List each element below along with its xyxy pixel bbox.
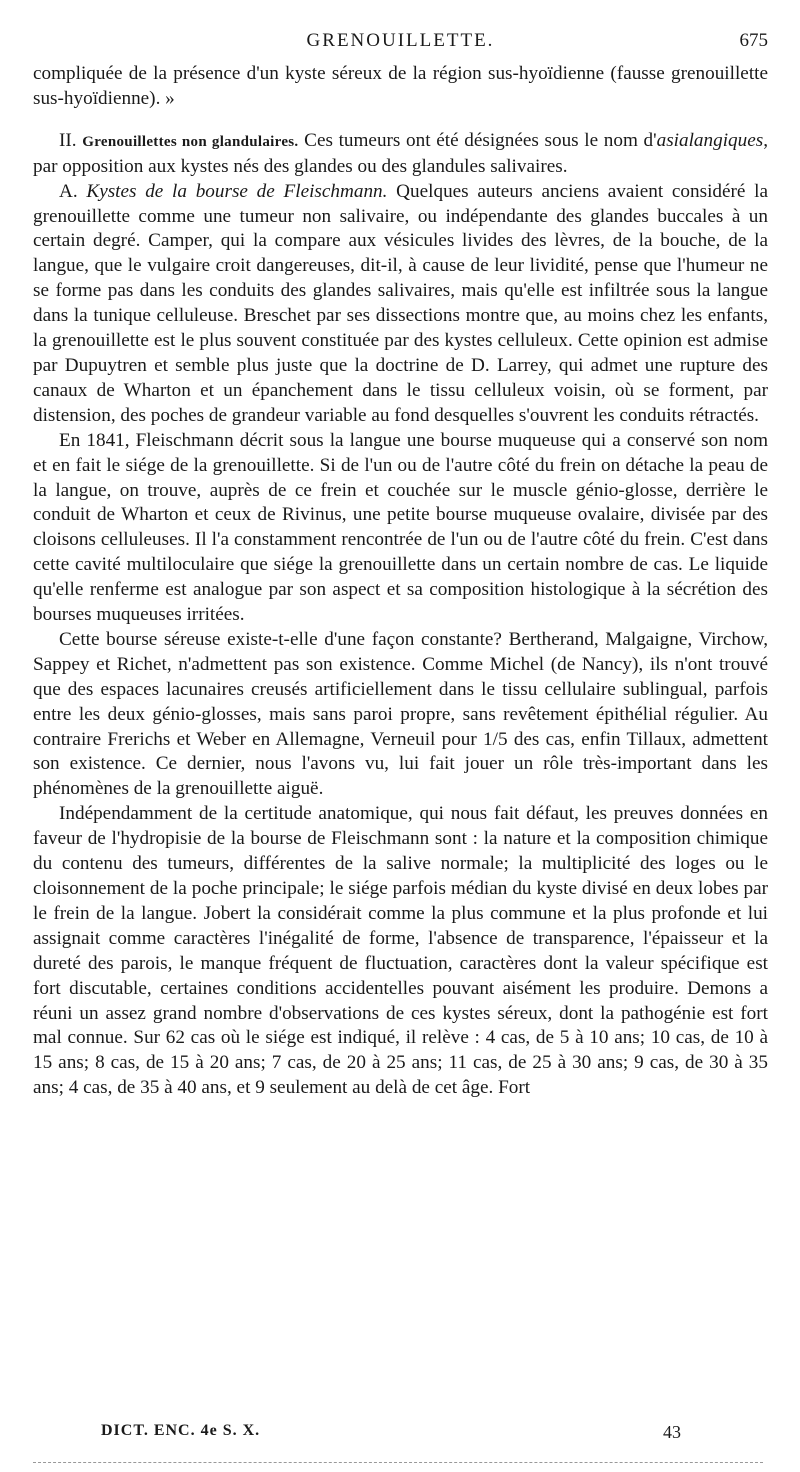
footer: [33, 1422, 768, 1452]
subsection-text: Quelques auteurs anciens avaient considéré la grenouillette comme une tumeur non salivaire, ou indépendante des glandes buccales à un certain degré. Camper, qui la compare aux vésicules livides des lèvres, de la bouche, de la langue, que le vulgaire croit dangereuses, dit-il, à cause de leur lividité, pense que l'humeur ne se forme pas dans les conduits des glandes salivaires, mais qu'elle est infiltrée sous la langue dans la tunique celluleuse. Breschet par ses dissections montre que, au moins chez les enfants, la grenouillette est le plus souvent constituée par des kystes celluleux. Cette opinion est admise par Dupuytren et semble plus juste que la doctrine de D. Larrey, qui admet une rupture des canaux de Wharton et un épanchement dans le tissu celluleux voisin, où se forment, par distension, des poches de grandeur variable au fond desquelles s'ouvrent les conduits rétractés.: [33, 180, 768, 426]
body-text: [33, 62, 768, 1101]
paragraph-evidence: Indépendamment de la certitude anatomique, qui nous fait défaut, les preuves données en faveur de l'hydropisie de la bourse de Fleischmann sont : la nature et la composition chimique du contenu des tumeurs, différentes de la salive normale; la multiplicité des loges ou le cloisonnement de la poche principale; le siége parfois médian du kyste divisé en deux lobes par le frein de la langue. Jobert la considérait comme la plus commune et la plus profonde et lui assignait comme caractères l'inégalité de forme, l'absence de transparence, l'épaisseur et la dureté des parois, le manque fréquent de fluctuation, caractères dont la valeur spécifique est fort discutable, certaines conditions accidentelles pouvant aisément les produire. Demons a réuni un assez grand nombre d'observations de ces kystes séreux, dont la pathogénie est fort mal connue. Sur 62 cas où le siége est indiqué, il relève : 4 cas, de 5 à 10 ans; 10 cas, de 10 à 15 ans; 8 cas, de 15 à 20 ans; 7 cas, de 20 à 25 ans; 11 cas, de 25 à 30 ans; 9 cas, de 30 à 35 ans; 4 cas, de 35 à 40 ans, et 9 seulement au delà de cet âge. Fort: [33, 803, 768, 1099]
page: [33, 0, 768, 1101]
running-head: [33, 0, 768, 62]
section-heading: Grenouillettes non glandulaires.: [82, 133, 299, 150]
running-title: GRENOUILLETTE.: [306, 30, 495, 51]
paragraph-section-ii: [33, 129, 768, 180]
scan-edge-line: [33, 1462, 763, 1464]
page-number: 675: [739, 30, 768, 51]
paragraph-continuation: compliquée de la présence d'un kyste séreux de la région sus-hyoïdienne (fausse grenouillette sus-hyoïdienne). »: [33, 63, 768, 109]
section-text-b: , par opposition aux kystes nés des glandes ou des glandules salivaires.: [33, 129, 769, 177]
subsection-heading: Kystes de la bourse de Fleischmann.: [86, 180, 388, 202]
section-text-a: Ces tumeurs ont été désignées sous le nom d': [304, 129, 657, 151]
paragraph-existence: Cette bourse séreuse existe-t-elle d'une façon constante? Bertherand, Malgaigne, Virchow, Sappey et Richet, n'admettent pas son existence. Comme Michel (de Nancy), ils n'ont trouvé que des espaces lacunaires creusés artificiellement dans le tissu cellulaire sublingual, parfois entre les deux génio-glosses, mais sans paroi propre, sans revêtement épithélial régulier. Au contraire Frerichs et Weber en Allemagne, Verneuil pour 1/5 des cas, enfin Tillaux, admettent son existence. Ce dernier, nous l'avons vu, lui fait jouer un rôle très-important dans les phénomènes de la grenouillette aiguë.: [33, 628, 768, 800]
section-text-em: asialangiques: [656, 129, 764, 151]
section-number: II.: [59, 129, 77, 151]
paragraph-subsection-a: [33, 180, 768, 429]
paragraph-fleischmann: En 1841, Fleischmann décrit sous la langue une bourse muqueuse qui a conservé son nom et en fait le siége de la grenouillette. Si de l'un ou de l'autre côté du frein on détache la peau de la langue, on trouve, auprès de ce frein et couchée sur le muscle génio-glosse, derrière le conduit de Wharton et ceux de Rivinus, une petite bourse muqueuse ovalaire, divisée par des cloisons celluleuses. Il l'a constamment rencontrée de l'un ou de l'autre côté du frein. C'est dans cette cavité multiloculaire que siége la grenouillette dans un certain nombre de cas. Le liquide qu'elle renferme est analogue par son aspect et sa composition histologique à la sécrétion des bourses muqueuses irritées.: [33, 429, 768, 626]
subsection-letter: A.: [59, 180, 78, 202]
printer-signature: DICT. ENC. 4e S. X.: [101, 1422, 261, 1439]
signature-number: 43: [663, 1422, 681, 1442]
